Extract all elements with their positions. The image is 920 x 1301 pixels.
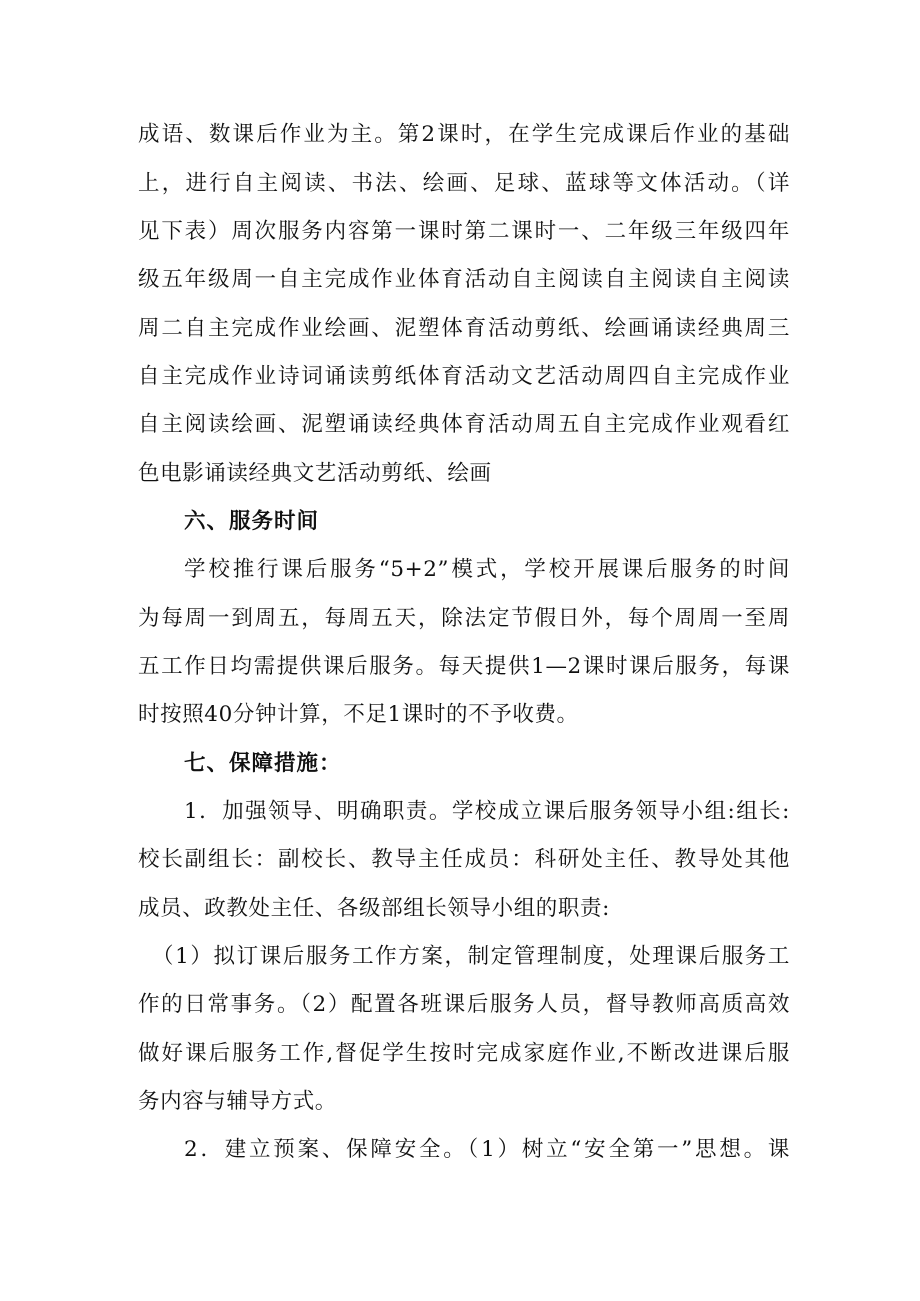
paragraph-line: 时按照40分钟计算，不足1课时的不予收费。 [138,702,579,727]
paragraph-line: 周二自主完成作业绘画、泥塑体育活动剪纸、绘画诵读经典周三 [138,316,790,341]
paragraph-line: 五工作日均需提供课后服务。每天提供1—2课时课后服务，每课 [138,654,790,679]
paragraph-line: 色电影诵读经典文艺活动剪纸、绘画 [138,461,492,486]
paragraph-line: 为每周一到周五，每周五天，除法定节假日外，每个周周一至周 [138,606,790,631]
paragraph-line: 成员、政教处主任、各级部组长领导小组的职责: [138,896,610,921]
paragraph-line: （1）拟订课后服务工作方案，制定管理制度，处理课后服务工 [152,944,790,969]
paragraph-line: 1．加强领导、明确职责。学校成立课后服务领导小组:组长: [184,799,790,824]
paragraph-line: 成语、数课后作业为主。第2课时，在学生完成课后作业的基础 [138,122,790,147]
paragraph-line: 上，进行自主阅读、书法、绘画、足球、蓝球等文体活动。（详 [138,171,790,196]
paragraph-line: 级五年级周一自主完成作业体育活动自主阅读自主阅读自主阅读 [138,267,790,292]
paragraph-line: 见下表）周次服务内容第一课时第二课时一、二年级三年级四年 [138,219,790,244]
paragraph-line: 务内容与辅导方式。 [138,1089,337,1114]
section-heading-safeguards: 七、保障措施： [184,751,342,776]
paragraph-line: 作的日常事务。（2）配置各班课后服务人员，督导教师高质高效 [138,992,790,1017]
paragraph-line: 自主阅读绘画、泥塑诵读经典体育活动周五自主完成作业观看红 [138,412,790,437]
paragraph-line: 2．建立预案、保障安全。（1）树立“安全第一”思想。课 [184,1137,790,1162]
paragraph-line: 校长副组长：副校长、教导主任成员：科研处主任、教导处其他 [138,847,790,872]
paragraph-line: 自主完成作业诗词诵读剪纸体育活动文艺活动周四自主完成作业 [138,364,790,389]
paragraph-line: 做好课后服务工作,督促学生按时完成家庭作业,不断改进课后服 [138,1041,790,1066]
paragraph-line: 学校推行课后服务“5+2”模式，学校开展课后服务的时间 [184,557,790,582]
section-heading-service-time: 六、服务时间 [184,509,320,534]
